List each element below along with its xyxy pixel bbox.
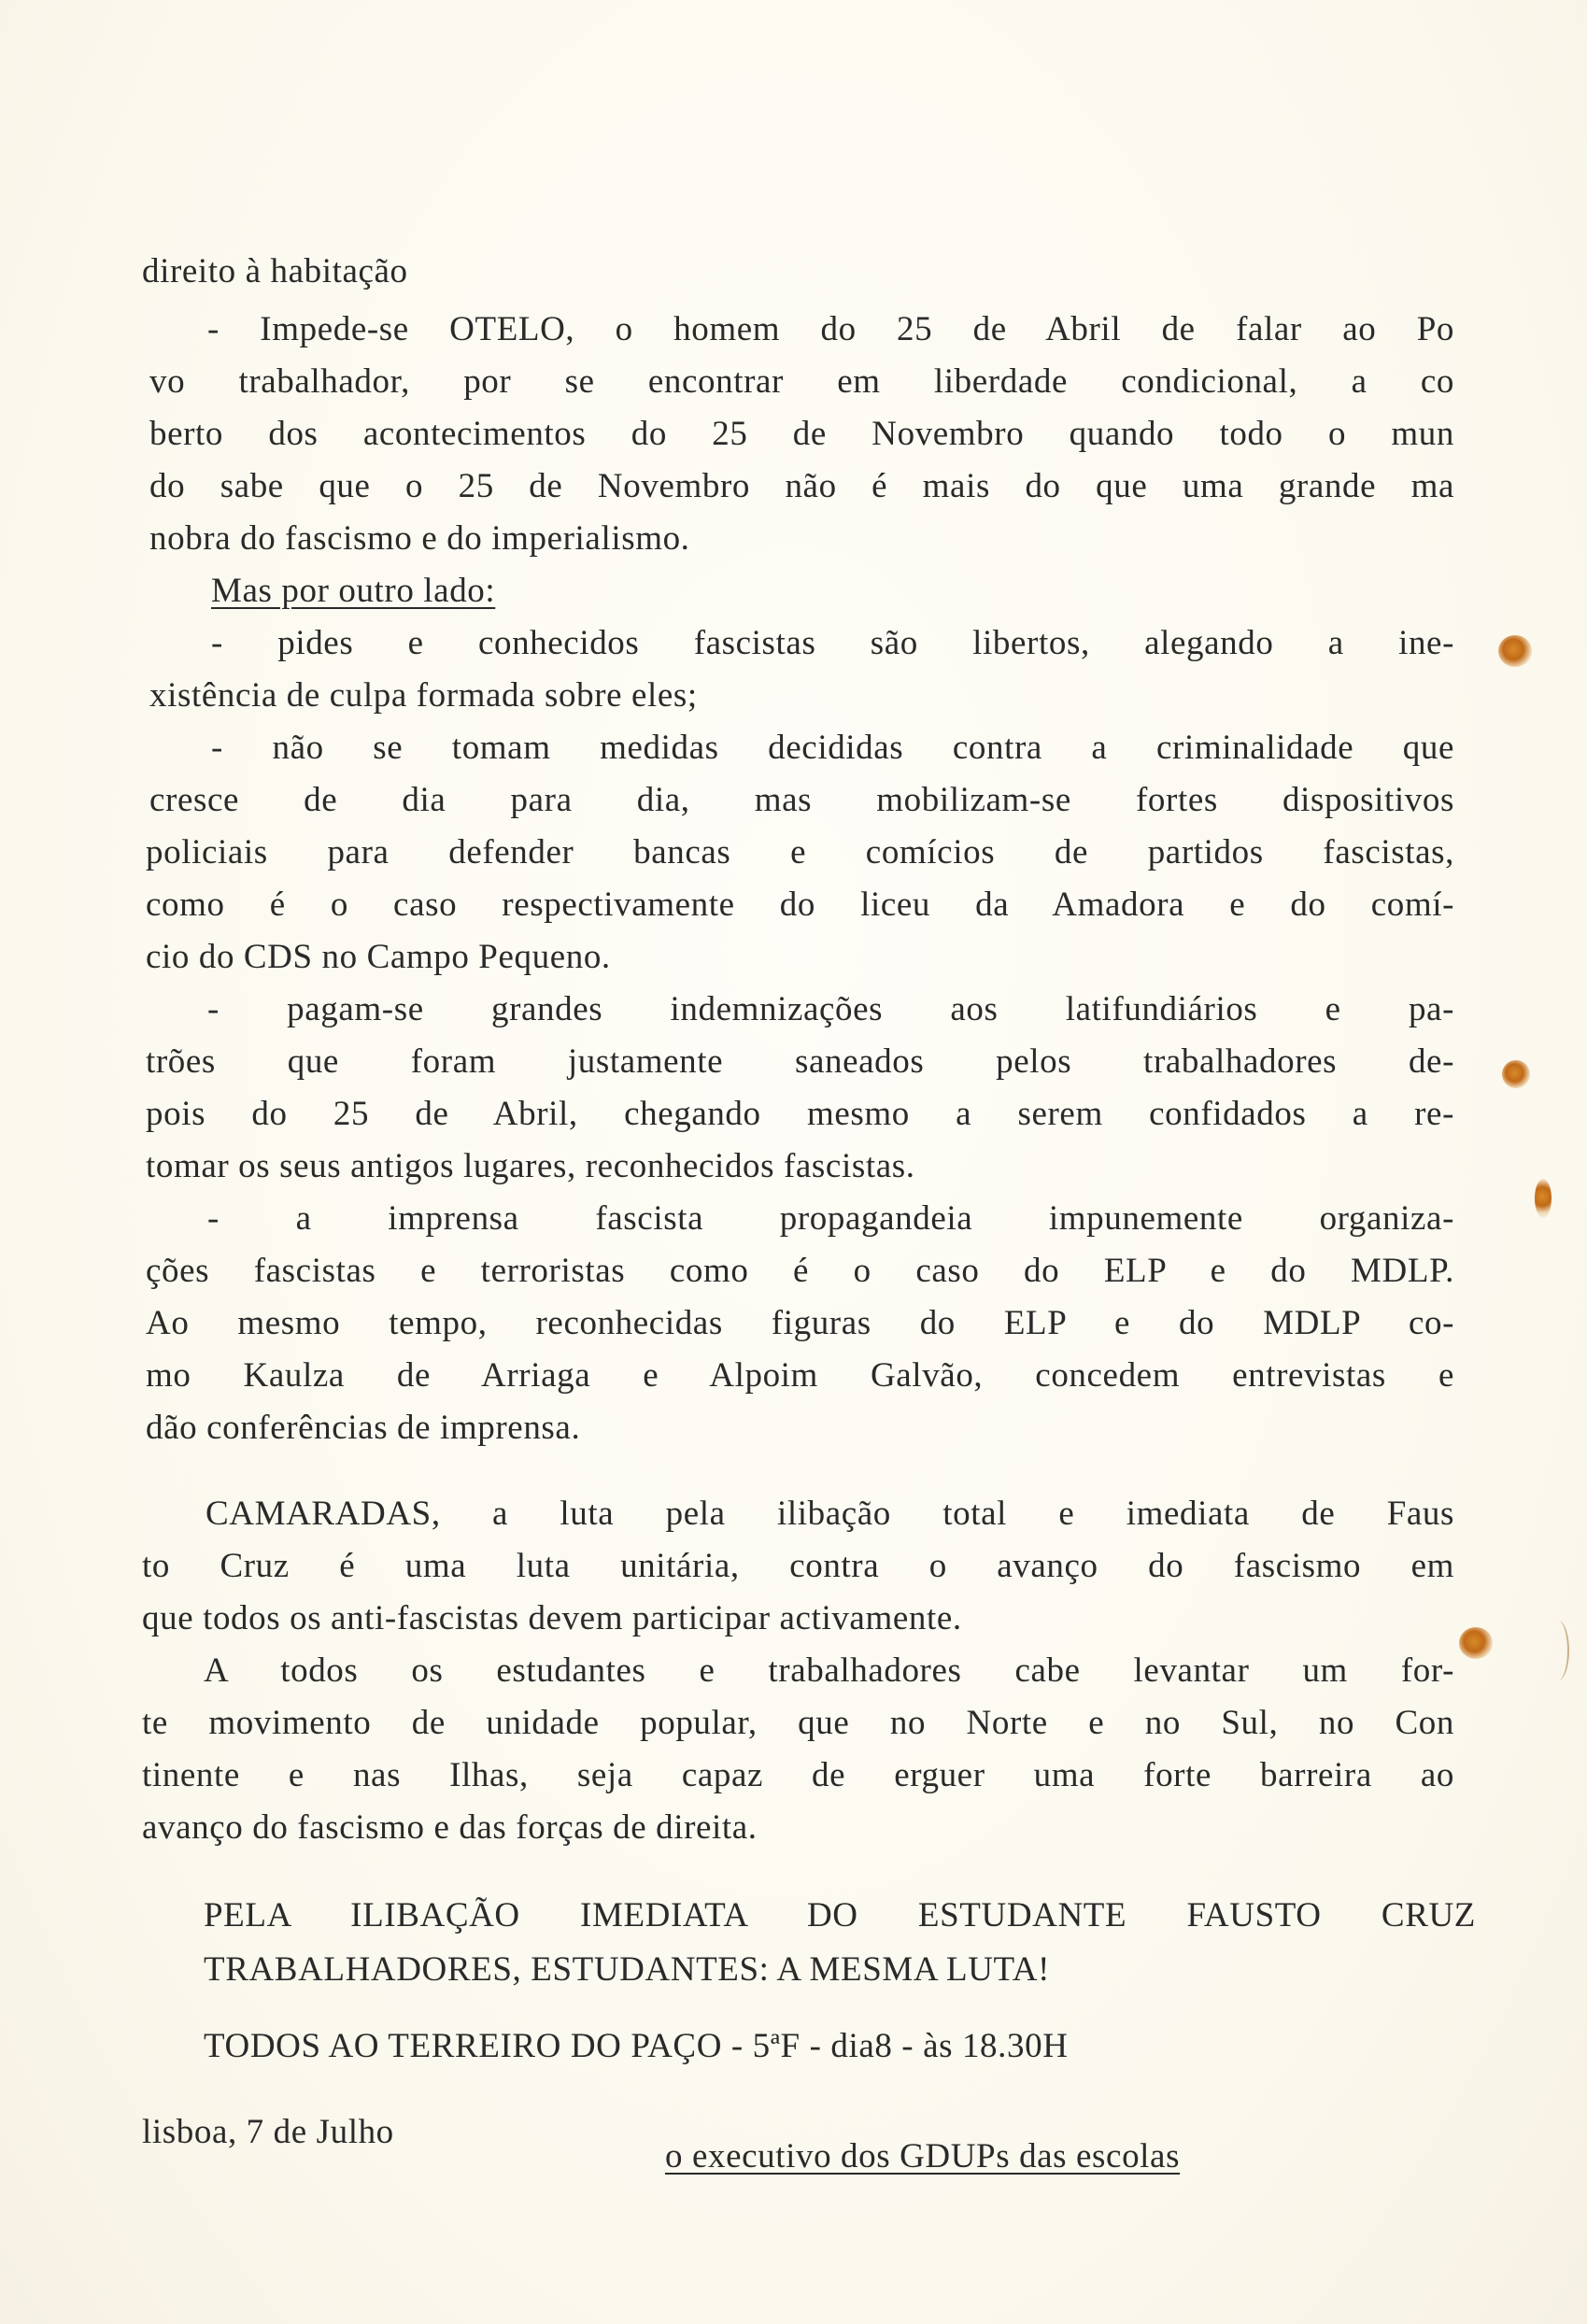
slogan-line: TODOS AO TERREIRO DO PAÇO - 5ªF - dia8 - às 18.30H (204, 2027, 1069, 2065)
text-line: - pagam-se grandes indemnizações aos latifundiários e pa- (207, 990, 1454, 1028)
text-line: dão conferências de imprensa. (146, 1409, 581, 1447)
text-line: xistência de culpa formada sobre eles; (149, 676, 698, 715)
slogan-line: TRABALHADORES, ESTUDANTES: A MESMA LUTA! (204, 1950, 1051, 1989)
rust-stain (1498, 635, 1532, 667)
text-line: - Impede-se OTELO, o homem do 25 de Abril de falar ao Po (207, 310, 1454, 348)
rust-stain (1502, 1060, 1530, 1088)
text-line: CAMARADAS, a luta pela ilibação total e imediata de Faus (205, 1495, 1454, 1533)
rust-stain (1459, 1627, 1493, 1659)
text-line: ções fascistas e terroristas como é o caso do ELP e do MDLP. (146, 1252, 1454, 1290)
text-line: to Cruz é uma luta unitária, contra o avanço do fascismo em (142, 1547, 1454, 1585)
text-line: cio do CDS no Campo Pequeno. (146, 938, 611, 976)
text-line: como é o caso respectivamente do liceu da Amadora e do comí- (146, 886, 1454, 924)
text-line: que todos os anti-fascistas devem participar activamente. (142, 1599, 962, 1637)
text-line: trões que foram justamente saneados pelos trabalhadores de- (146, 1042, 1454, 1081)
signature-line: o executivo dos GDUPs das escolas (665, 2137, 1181, 2175)
text-line: nobra do fascismo e do imperialismo. (149, 519, 690, 558)
text-line: mo Kaulza de Arriaga e Alpoim Galvão, concedem entrevistas e (146, 1356, 1454, 1395)
text-line: te movimento de unidade popular, que no Norte e no Sul, no Con (142, 1704, 1454, 1742)
text-line: tomar os seus antigos lugares, reconhecidos fascistas. (146, 1147, 915, 1185)
text-line: vo trabalhador, por se encontrar em liberdade condicional, a co (149, 362, 1454, 401)
section-heading: Mas por outro lado: (211, 572, 496, 610)
slogan-line: PELA ILIBAÇÃO IMEDIATA DO ESTUDANTE FAUSTO CRUZ (204, 1896, 1476, 1934)
text-line: berto dos acontecimentos do 25 de Novembro quando todo o mun (149, 415, 1454, 453)
text-line: Ao mesmo tempo, reconhecidas figuras do ELP e do MDLP co- (146, 1304, 1454, 1342)
text-line: policiais para defender bancas e comícios de partidos fascistas, (146, 833, 1454, 872)
text-line: tinente e nas Ilhas, seja capaz de erguer uma forte barreira ao (142, 1756, 1454, 1794)
text-line: do sabe que o 25 de Novembro não é mais do que uma grande ma (149, 467, 1454, 505)
text-line: pois do 25 de Abril, chegando mesmo a serem confidados a re- (146, 1095, 1454, 1133)
text-line: A todos os estudantes e trabalhadores cabe levantar um for- (204, 1651, 1454, 1690)
text-line: - pides e conhecidos fascistas são libertos, alegando a ine- (211, 624, 1454, 662)
text-line: - não se tomam medidas decididas contra a criminalidade que (211, 729, 1454, 767)
paper-mark (1547, 1621, 1569, 1680)
text-line: - a imprensa fascista propagandeia impunemente organiza- (207, 1199, 1454, 1238)
text-line: avanço do fascismo e das forças de direita. (142, 1808, 758, 1847)
place-date: lisboa, 7 de Julho (142, 2113, 394, 2151)
text-line: cresce de dia para dia, mas mobilizam-se fortes dispositivos (149, 781, 1454, 819)
rust-stain (1535, 1179, 1552, 1218)
text-line: direito à habitação (142, 252, 408, 290)
